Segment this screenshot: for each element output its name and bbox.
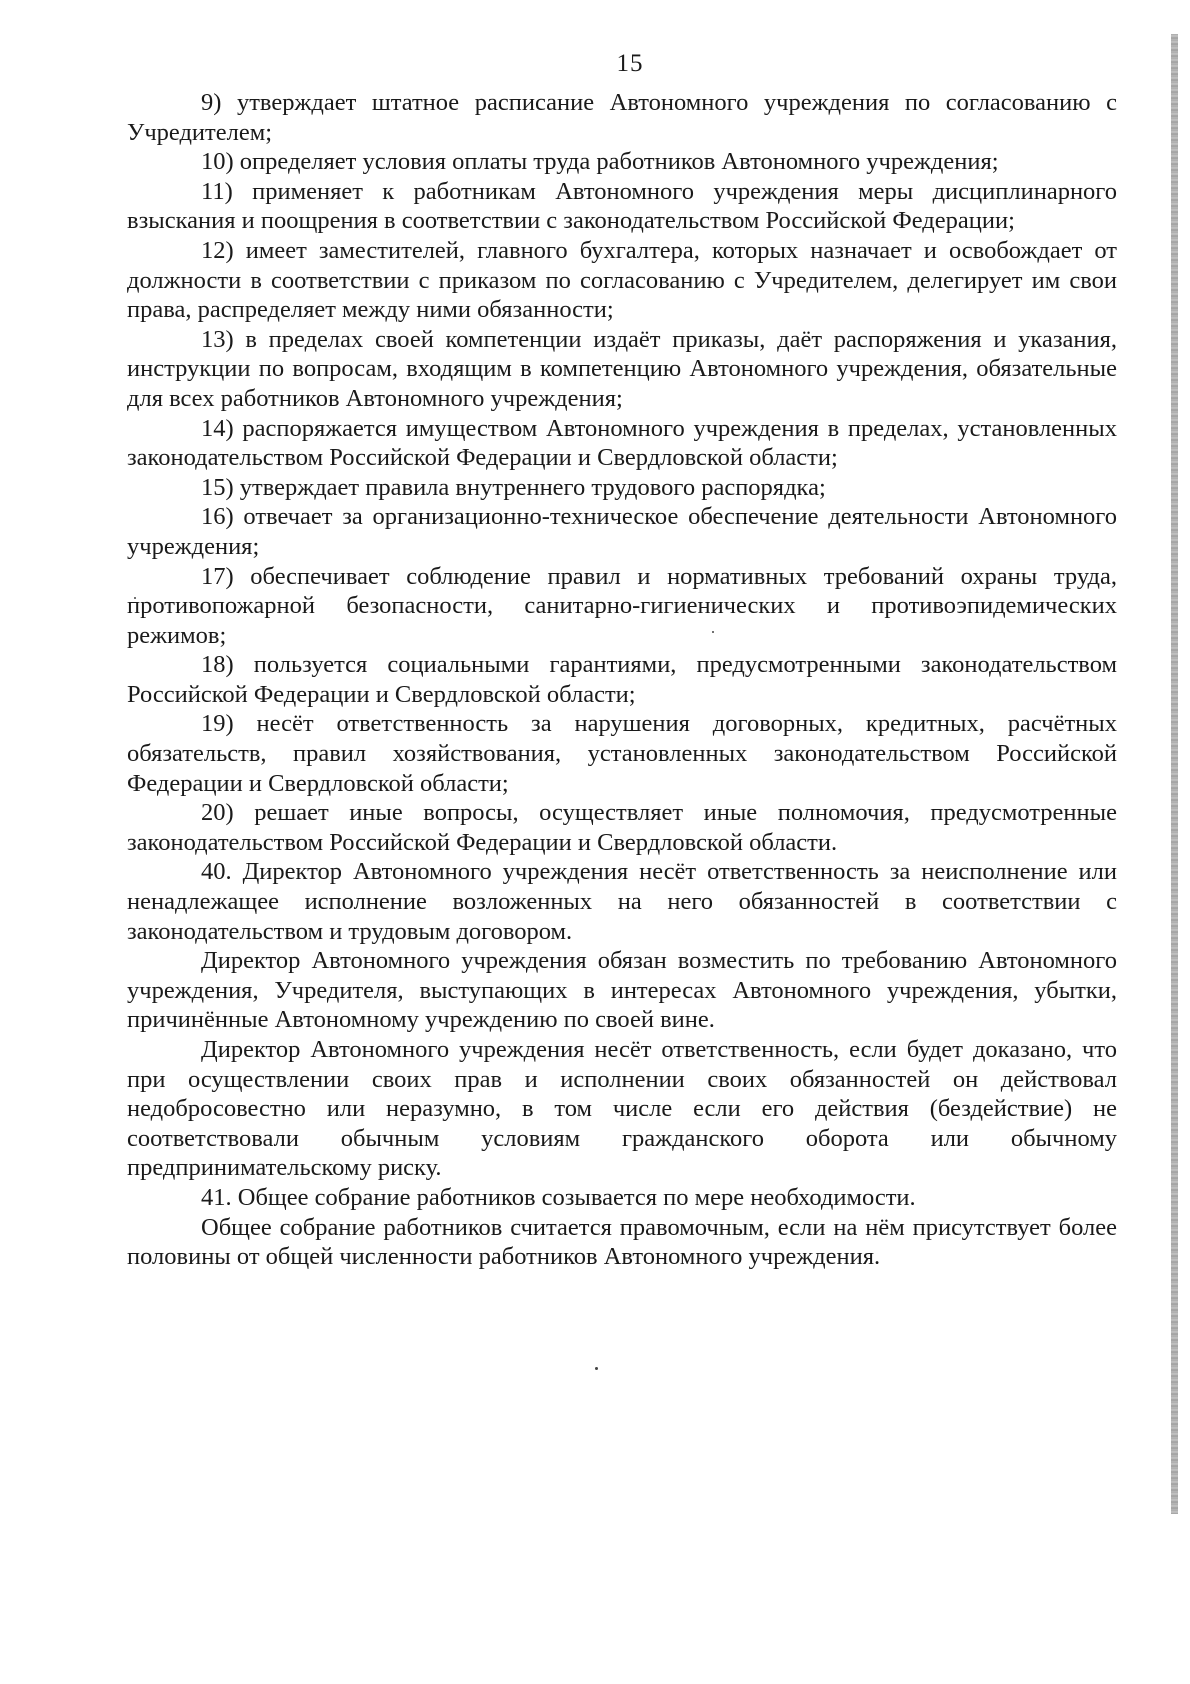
paragraph-item-13: 13) в пределах своей компетенции издаёт приказы, даёт распоряжения и указания, инструкции по вопросам, входящим в компетенцию Автономного учреждения, обязательные для всех работников Автономного учреждения; <box>127 325 1117 412</box>
scan-speck <box>595 1367 598 1370</box>
paragraph-item-12: 12) имеет заместителей, главного бухгалтера, которых назначает и освобождает от должности в соответствии с приказом по согласованию с Учредителем, делегирует им свои права, распределяет между ними обязанности; <box>127 236 1117 324</box>
paragraph-item-9: 9) утверждает штатное расписание Автономного учреждения по согласованию с Учредителем; <box>127 89 1117 146</box>
paragraph-item-11: 11) применяет к работникам Автономного учреждения меры дисциплинарного взыскания и поощрения в соответствии с законодательством Российской Федерации; <box>127 177 1117 235</box>
page-number: 15 <box>616 50 644 77</box>
paragraph-clause-41: 41. Общее собрание работников созывается по мере необходимости. <box>201 1183 916 1211</box>
paragraph-item-14: 14) распоряжается имуществом Автономного учреждения в пределах, установленных законодательством Российской Федерации и Свердловской области; <box>127 414 1117 472</box>
paragraph-item-18: 18) пользуется социальными гарантиями, предусмотренными законодательством Российской Федерации и Свердловской области; <box>127 651 1117 708</box>
paragraph-director-liability: Директор Автономного учреждения обязан возместить по требованию Автономного учреждения, Учредителя, выступающих в интересах Автономного учреждения, убытки, причинённые Автономному учреждению по своей вине. <box>127 947 1117 1034</box>
document-body <box>127 88 1117 1272</box>
paragraph-item-17: 17) обеспечивает соблюдение правил и нормативных требований охраны труда, противопожарной безопасности, санитарно-гигиенических и противоэпидемических режимов; <box>127 562 1117 649</box>
paragraph-item-15: 15) утверждает правила внутреннего трудового распорядка; <box>201 473 826 501</box>
paragraph-item-10: 10) определяет условия оплаты труда работников Автономного учреждения; <box>201 148 999 176</box>
paragraph-director-responsibility: Директор Автономного учреждения несёт ответственность, если будет доказано, что при осуществлении своих прав и исполнении своих обязанностей он действовал недобросовестно или неразумно, в том числе если его действия (бездействие) не соответствовали обычным условиям гражданского оборота или обычному предпринимательскому риску. <box>127 1036 1117 1182</box>
scan-edge-shadow <box>1171 34 1178 1514</box>
paragraph-clause-40: 40. Директор Автономного учреждения несёт ответственность за неисполнение или ненадлежащее исполнение возложенных на него обязанностей в соответствии с законодательством и трудовым договором. <box>127 858 1117 945</box>
paragraph-item-16: 16) отвечает за организационно-техническое обеспечение деятельности Автономного учреждения; <box>127 503 1117 560</box>
paragraph-item-19: 19) несёт ответственность за нарушения договорных, кредитных, расчётных обязательств, правил хозяйствования, установленных законодательством Российской Федерации и Свердловской области; <box>127 710 1117 797</box>
paragraph-item-20: 20) решает иные вопросы, осуществляет иные полномочия, предусмотренные законодательством Российской Федерации и Свердловской области. <box>127 799 1117 856</box>
paragraph-quorum: Общее собрание работников считается правомочным, если на нём присутствует более половины от общей численности работников Автономного учреждения. <box>127 1213 1117 1271</box>
